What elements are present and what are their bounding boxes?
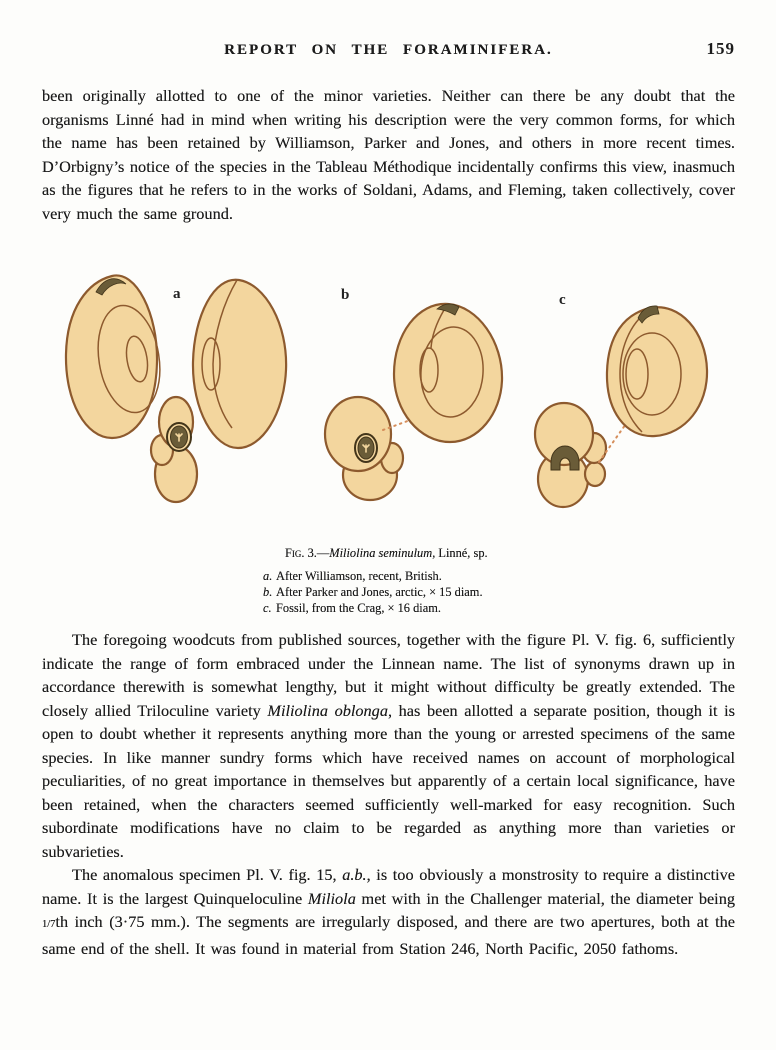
specimen-b-side-view [394, 304, 502, 442]
specimen-c-side-view [607, 306, 707, 436]
caption-letter-b: b. [263, 585, 273, 600]
page-number: 159 [706, 39, 735, 58]
paragraph-3 [42, 863, 735, 960]
specimen-a-apertural-view [151, 397, 197, 502]
species-miliolina-oblonga: Miliolina oblonga [267, 700, 388, 720]
page-header [42, 39, 735, 66]
paragraph-3-text-cont: , is too obviously a monstrosity to require a distinctive name. It is the largest Quinqueloculine [42, 865, 736, 908]
paragraph-2-text-cont: , has been allotted a separate position, though it is open to doubt whether it represents anything more than the young or arrested specimens of the same species. In like manner sundry forms which have received names on account of morphological peculiarities, of no great importance in themselves but apparently of a certain local significance, have been retained, when the characters seemed sufficiently well-marked for easy recognition. Such subordinate modifications have no claim to be regarded as anything more than varieties or subvarieties. [42, 700, 735, 861]
specimen-a-side-view-right [193, 280, 286, 448]
figure-number: Fig. 3. [285, 546, 317, 560]
caption-attribution: , Linné, sp. [432, 546, 488, 560]
species-name: Miliolina seminulum [329, 546, 433, 560]
specimen-b-group [325, 287, 502, 500]
caption-text-b: After Parker and Jones, arctic, × 15 diam. [276, 585, 483, 600]
caption-letter-c: c. [263, 601, 272, 616]
figure-3-illustration [0, 262, 776, 542]
specimen-a-side-view-left [66, 275, 167, 438]
figure-ref-ab: a.b. [342, 865, 367, 884]
fraction-one-seventh: 1/7 [42, 919, 56, 930]
caption-dash: — [316, 546, 330, 560]
paragraph-2-text: The foregoing woodcuts from published sources, together with the figure Pl. V. fig. 6, sufficiently indicate the range of form embraced under the Linnean name. The list of synonyms drawn up in accordance therewith is somewhat lengthy, but it might without difficulty be greatly extended. The closely allied Triloculine variety [42, 630, 735, 720]
specimen-c-apertural-view [535, 403, 606, 507]
caption-text-c: Fossil, from the Crag, × 16 diam. [276, 601, 441, 616]
caption-item-b [263, 584, 743, 600]
specimen-c-group [535, 292, 707, 507]
paragraph-2 [42, 628, 735, 863]
specimen-a-group [66, 275, 286, 502]
figure-label-c: c [559, 292, 566, 308]
caption-text-a: After Williamson, recent, British. [276, 569, 442, 583]
running-head: REPORT ON THE FORAMINIFERA. [224, 42, 553, 58]
caption-item-a [263, 568, 743, 584]
paragraph-3-text-end: th inch (3·75 mm.). The segments are irregularly disposed, and there are two apertures, both at the same end of the shell. It was found in material from Station 246, North Pacific, 2050 fathoms. [42, 912, 735, 958]
figure-label-b: b [341, 287, 350, 303]
caption-item-c [263, 600, 743, 616]
figure-label-a: a [173, 286, 181, 302]
paragraph-3-text-cont2: met with in the Challenger material, the diameter being [355, 888, 735, 908]
caption-letter-a: a. [263, 569, 273, 583]
species-miliola: Miliola [307, 888, 356, 908]
figure-caption-title [285, 546, 743, 561]
figure-caption [263, 546, 743, 617]
paragraph-3-text: The anomalous specimen Pl. V. fig. 15, [72, 865, 343, 884]
body-text [42, 628, 735, 960]
paragraph-1: been originally allotted to one of the minor varieties. Neither can there be any doubt that the organisms Linné had in mind when writing his description were the very common forms, for which the name has been retained by Williamson, Parker and Jones, and others in more recent times. D’Orbigny’s notice of the species in the Tableau Méthodique incidentally confirms this view, inasmuch as the figures that he refers to in the works of Soldani, Adams, and Fleming, taken collectively, cover very much the same ground. [42, 86, 735, 223]
specimen-b-apertural-view [325, 397, 403, 500]
